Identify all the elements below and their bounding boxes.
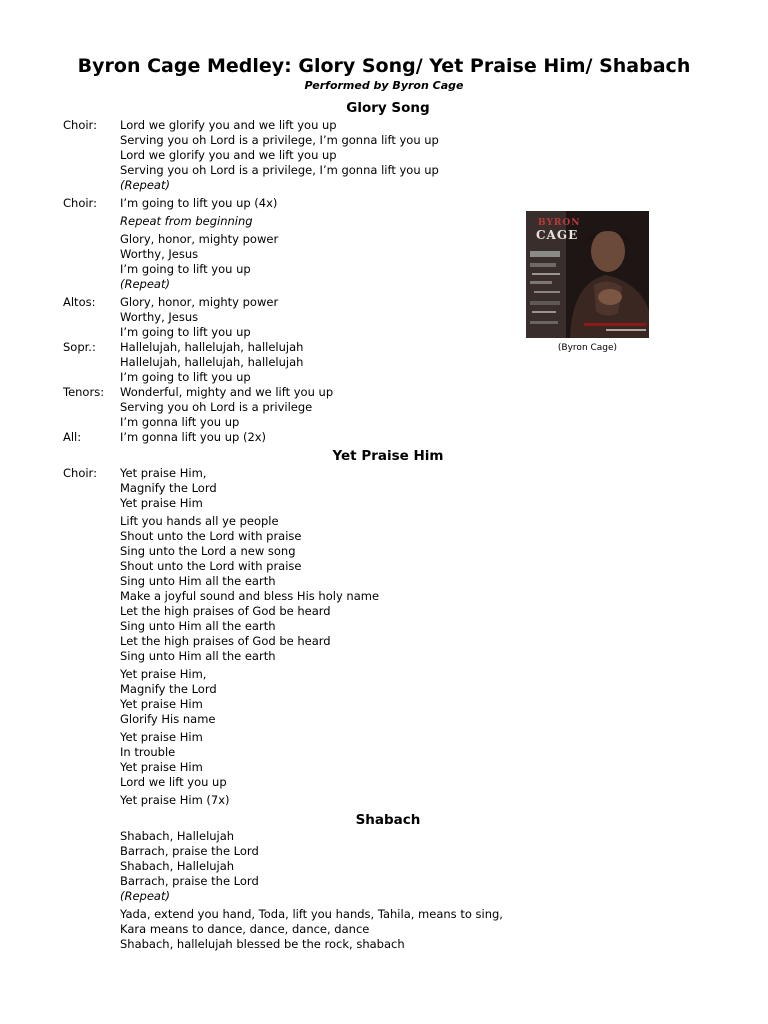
lyric-line: Serving you oh Lord is a privilege [120,400,313,414]
lyric-line: Barrach, praise the Lord [120,874,259,888]
performer-subtitle: Performed by Byron Cage [304,79,464,92]
part-label: All: [63,430,82,444]
section-heading: Shabach [355,812,421,828]
lyric-line: Lord we glorify you and we lift you up [120,148,337,162]
lyric-line: In trouble [120,745,176,759]
lyric-line: Glory, honor, mighty power [120,232,279,246]
lyric-line: Lord we lift you up [120,775,227,789]
lyric-line: Sing unto Him all the earth [120,574,276,588]
lyric-line: Magnify the Lord [120,682,217,696]
lyric-line: Magnify the Lord [120,481,217,495]
section-heading: Yet Praise Him [332,448,444,464]
lyric-line: Wonderful, mighty and we lift you up [120,385,334,399]
lyric-line: Shabach, Hallelujah [120,829,235,843]
lyric-line: Serving you oh Lord is a privilege, I’m gonna lift you up [120,133,439,147]
lyric-line: Sing unto Him all the earth [120,619,276,633]
document-title: Byron Cage Medley: Glory Song/ Yet Praise Him/ Shabach [77,55,691,77]
lyric-line: Repeat from beginning [120,214,253,228]
lyric-line: (Repeat) [120,178,170,192]
lyric-line: I’m gonna lift you up (2x) [120,430,267,444]
album-cover-image [526,211,649,338]
lyric-line: Sing unto Him all the earth [120,649,276,663]
lyric-line: Shout unto the Lord with praise [120,529,302,543]
lyric-line: Yet praise Him [120,730,203,744]
part-label: Sopr.: [63,340,96,354]
lyric-line: Yada, extend you hand, Toda, lift you hands, Tahila, means to sing, [120,907,503,921]
lyric-line: Yet praise Him [120,496,203,510]
lyric-line: Worthy, Jesus [120,310,199,324]
cover-title-last: CAGE [536,228,579,242]
part-label: Altos: [63,295,96,309]
lyric-line: Yet praise Him [120,760,203,774]
lyric-line: I’m going to lift you up [120,262,251,276]
part-label: Choir: [63,466,97,480]
lyric-line: Kara means to dance, dance, dance, dance [120,922,370,936]
lyric-line: Hallelujah, hallelujah, hallelujah [120,355,304,369]
lyric-line: Make a joyful sound and bless His holy name [120,589,380,603]
lyric-line: Glory, honor, mighty power [120,295,279,309]
lyric-line: Hallelujah, hallelujah, hallelujah [120,340,304,354]
lyric-line: Lift you hands all ye people [120,514,279,528]
lyric-line: Shout unto the Lord with praise [120,559,302,573]
part-label: Choir: [63,118,97,132]
lyric-line: Yet praise Him, [120,667,207,681]
image-caption: (Byron Cage) [557,343,618,353]
section-heading: Glory Song [346,100,430,116]
lyric-line: (Repeat) [120,277,170,291]
lyric-line: Let the high praises of God be heard [120,634,331,648]
lyric-line: Shabach, Hallelujah [120,859,235,873]
lyric-line: I’m going to lift you up [120,325,251,339]
lyric-line: Let the high praises of God be heard [120,604,331,618]
lyric-line: I’m going to lift you up [120,370,251,384]
lyric-line: Yet praise Him [120,697,203,711]
lyric-line: I’m going to lift you up (4x) [120,196,278,210]
lyric-line: Barrach, praise the Lord [120,844,259,858]
lyric-line: Serving you oh Lord is a privilege, I’m gonna lift you up [120,163,439,177]
lyric-line: (Repeat) [120,889,170,903]
lyric-line: I’m gonna lift you up [120,415,240,429]
lyric-line: Glorify His name [120,712,216,726]
lyric-line: Yet praise Him (7x) [120,793,230,807]
part-label: Tenors: [63,385,105,399]
lyric-line: Yet praise Him, [120,466,207,480]
cover-title-first: BYRON [538,218,581,228]
lyric-line: Shabach, hallelujah blessed be the rock, shabach [120,937,405,951]
lyric-line: Worthy, Jesus [120,247,199,261]
part-label: Choir: [63,196,97,210]
lyric-line: Lord we glorify you and we lift you up [120,118,337,132]
lyric-line: Sing unto the Lord a new song [120,544,296,558]
